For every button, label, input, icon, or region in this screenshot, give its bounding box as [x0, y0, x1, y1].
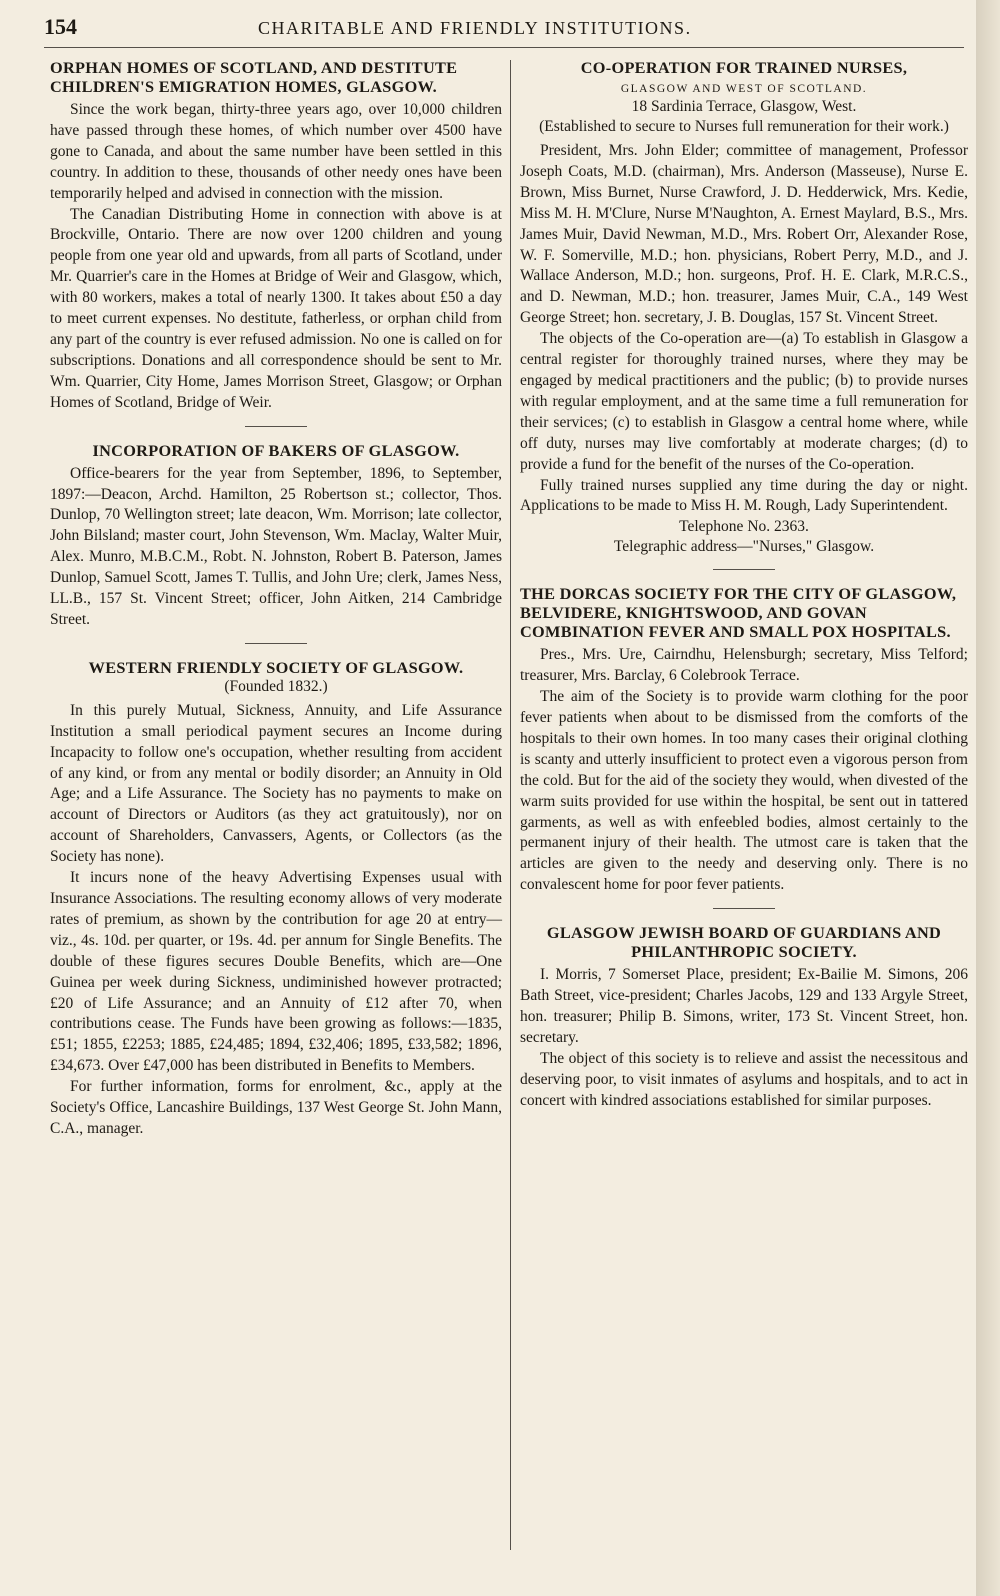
- trained-nurses-title: CO-OPERATION FOR TRAINED NURSES,: [580, 58, 908, 77]
- western-friendly-title: WESTERN FRIENDLY SOCIETY OF GLASGOW.: [88, 657, 464, 677]
- column-divider: [510, 60, 511, 1550]
- western-friendly-paragraph-1: In this purely Mutual, Sickness, Annuity, and Life Assurance Institution a small periodical payment secures an Income during Incapacity to follow one's occupation, whether resulting from accident of any kind, or from any mental or bodily disorder; an Annuity in Old Age; and a Life Assurance. The Society has no payments to make on account of Directors or Auditors (as they act gratuitously), nor on account of Shareholders, Canvassers, Agents, or Collectors (as the Society has none).: [50, 701, 502, 866]
- orphan-homes-title: ORPHAN HOMES OF SCOTLAND, AND DESTITUTE CHILDREN'S EMIGRATION HOMES, GLASGOW.: [50, 58, 458, 96]
- dorcas-society-entry: [520, 584, 968, 896]
- adjacent-page-edge: [976, 0, 1000, 1596]
- jewish-board-paragraph-1: I. Morris, 7 Somerset Place, president; Ex-Bailie M. Simons, 206 Bath Street, vice-president; Charles Jacobs, 129 and 133 Argyle Street, hon. treasurer; Philip B. Simons, writer, 173 St. Vincent Street, hon. secretary.: [520, 966, 968, 1046]
- section-separator: [713, 569, 775, 570]
- trained-nurses-entry: [520, 58, 968, 557]
- bakers-title: INCORPORATION OF BAKERS OF GLASGOW.: [92, 440, 460, 460]
- bakers-entry: [50, 441, 502, 631]
- western-friendly-founded: (Founded 1832.): [224, 677, 328, 695]
- page-number: 154: [44, 14, 77, 39]
- left-column: [50, 58, 502, 1140]
- running-head: CHARITABLE AND FRIENDLY INSTITUTIONS.: [258, 18, 692, 38]
- dorcas-society-paragraph-1: Pres., Mrs. Ure, Cairndhu, Helensburgh; secretary, Miss Telford; treasurer, Mrs. Barclay, 6 Colebrook Terrace.: [520, 646, 968, 685]
- jewish-board-title: GLASGOW JEWISH BOARD OF GUARDIANS AND PHILANTHROPIC SOCIETY.: [546, 923, 942, 962]
- trained-nurses-purpose: (Established to secure to Nurses full remuneration for their work.): [539, 118, 949, 135]
- dorcas-society-paragraph-2: The aim of the Society is to provide warm clothing for the poor fever patients when about to be dismissed from the comforts of the hospitals to their own homes. In too many cases their original clothing is scanty and utterly insufficient to protect even a vigorous person from the cold. But for the aid of the society they would, when divested of the warm suits provided for use within the hospital, be sent out in tattered garments, as well as with enfeebled bodies, almost certainly to the permanent injury of their health. The utmost care is taken that the articles are given to the needy and deserving only. There is no convalescent home for poor fever patients.: [520, 688, 968, 894]
- trained-nurses-address: 18 Sardinia Terrace, Glasgow, West.: [631, 98, 857, 115]
- jewish-board-entry: [520, 923, 968, 1111]
- trained-nurses-paragraph-2: The objects of the Co-operation are—(a) To establish in Glasgow a central register for thoroughly trained nurses, where they may be engaged by medical practitioners and the public; (b) to provide nurses with regular employment, and at the same time a full remuneration for their services; (c) to establish in Glasgow a central home where, while off duty, nurses may live comfortably at moderate charges; (d) to provide a fund for the benefit of the nurses of the Co-operation.: [520, 330, 968, 473]
- header-rule: [44, 47, 964, 48]
- orphan-homes-paragraph-1: Since the work began, thirty-three years ago, over 10,000 children have passed through these homes, of which number over 4500 have gone to Canada, and about the same number have been settled in this country. In addition to these, thousands of other needy ones have been temporarily helped and advised in connection with the mission.: [50, 101, 502, 202]
- trained-nurses-paragraph-3: Fully trained nurses supplied any time during the day or night. Applications to be made to Miss H. M. Rough, Lady Superintendent.: [520, 476, 968, 515]
- trained-nurses-telephone: Telephone No. 2363.: [679, 518, 809, 536]
- section-separator: [713, 908, 775, 909]
- trained-nurses-telegraphic: Telegraphic address—"Nurses," Glasgow.: [613, 538, 875, 556]
- right-column: [520, 58, 968, 1112]
- section-separator: [245, 643, 307, 644]
- orphan-homes-paragraph-2: The Canadian Distributing Home in connection with above is at Brockville, Ontario. There are now over 1200 children and young people from one year old and upwards, from all parts of Scotland, under Mr. Quarrier's care in the Homes at Bridge of Weir and Glasgow, which, with 80 workers, makes a total of nearly 1300. It takes about £50 a day to meet current expenses. No destitute, fatherless, or orphan child from any part of the country is ever refused admission. No one is called on for subscriptions. Donations and all correspondence should be sent to Mr. Wm. Quarrier, City Home, James Morrison Street, Glasgow; or Orphan Homes of Scotland, Bridge of Weir.: [50, 205, 502, 411]
- section-separator: [245, 426, 307, 427]
- jewish-board-paragraph-2: The object of this society is to relieve and assist the necessitous and deserving poor, to visit inmates of asylums and hospitals, and to act in concert with kindred associations established for similar purposes.: [520, 1049, 968, 1109]
- western-friendly-paragraph-2: It incurs none of the heavy Advertising Expenses usual with Insurance Associations. The resulting economy allows of very moderate rates of premium, as shown by the contribution for age 20 at entry—viz., 4s. 10d. per quarter, or 19s. 4d. per annum for Single Benefits. The double of these figures secures Double Benefits, which are—One Guinea per week during Sickness, undiminished however protracted; £20 of Life Assurance; and an Annuity of £12 after 70, when contributions cease. The Funds have been growing as follows:—1835, £51; 1855, £2253; 1885, £24,485; 1894, £32,406; 1895, £33,582; 1896, £34,673. Over £47,000 has been distributed in Benefits to Members.: [50, 869, 502, 1075]
- trained-nurses-paragraph-1: President, Mrs. John Elder; committee of management, Professor Joseph Coats, M.D. (chairman), Mrs. Anderson (Masseuse), Nurse E. Brown, Miss Burnet, Nurse Crawford, J. D. Hedderwick, Mrs. Kedie, Miss M. H. M'Clure, Nurse M'Naughton, A. Ernest Maylard, B.S., Mrs. James Muir, David Newman, M.D., Mrs. Robert Orr, Alexander Rose, W. F. Somerville, M.D.; hon. physicians, Robert Perry, M.D., and J. Wallace Anderson, M.D.; hon. surgeons, Prof. H. E. Clark, M.R.C.S., and D. Newman, M.D.; hon. treasurer, James Muir, C.A., 149 West George Street; hon. secretary, J. B. Douglas, 157 St. Vincent Street.: [520, 142, 968, 327]
- bakers-paragraph: Office-bearers for the year from September, 1896, to September, 1897:—Deacon, Archd. Hamilton, 25 Robertson st.; collector, Thos. Dunlop, 70 Wellington street; late deacon, Wm. Morrison; late collector, John Bilsland; master court, John Stevenson, Wm. Maclay, Walter Muir, Alex. Munro, M.B.C.M., Robt. N. Johnston, Robert B. Paterson, James Dunlop, Samuel Scott, James T. Tullis, and John Ure; clerk, James Ness, LL.B., 157 St. Vincent Street; officer, John Aitken, 214 Cambridge Street.: [50, 464, 502, 628]
- western-friendly-paragraph-3: For further information, forms for enrolment, &c., apply at the Society's Office, Lancashire Buildings, 137 West George St. John Mann, C.A., manager.: [50, 1078, 502, 1137]
- orphan-homes-entry: [50, 58, 502, 414]
- western-friendly-entry: [50, 658, 502, 1140]
- trained-nurses-subtitle: GLASGOW AND WEST OF SCOTLAND.: [620, 83, 868, 95]
- dorcas-society-title: THE DORCAS SOCIETY FOR THE CITY OF GLASGOW, BELVIDERE, KNIGHTSWOOD, AND GOVAN COMBINATION FEVER AND SMALL POX HOSPITALS.: [520, 584, 957, 642]
